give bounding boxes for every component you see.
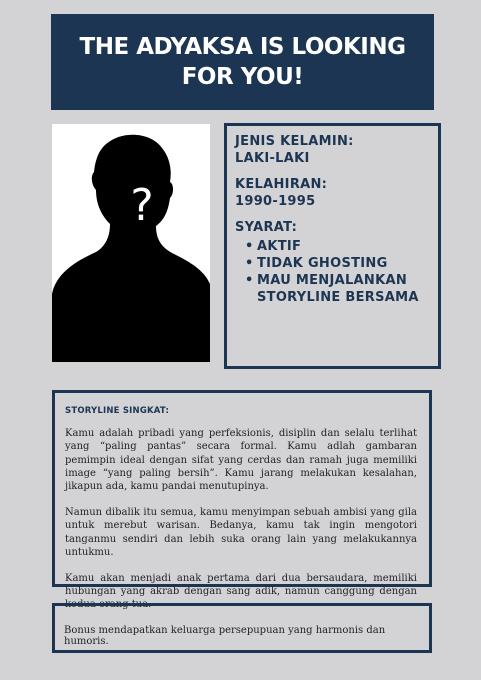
requirements-label: SYARAT:: [235, 220, 298, 235]
bonus-text: Bonus mendapatkan keluarga persepupuan yang harmonis dan humoris.: [64, 625, 386, 647]
storyline-paragraph: Kamu adalah pribadi yang perfeksionis, disiplin dan selalu terlihat yang “paling pantas” secara formal. Kamu adlah gambaran pemimpin ideal dengan sifat yang cerdas dan ramah juga memiliki image “yang paling bersih”. Kamu jarang melakukan kesalahan, jikapun ada, kamu pandai menutupinya.: [65, 428, 417, 493]
requirement-text: MAU MENJALANKAN STORYLINE BERSAMA: [257, 273, 419, 305]
gender-label: JENIS KELAMIN:: [235, 134, 354, 149]
storyline-title: STORYLINE SINGKAT:: [65, 406, 170, 416]
birth-value: 1990-1995: [235, 194, 316, 209]
gender-value: LAKI-LAKI: [235, 151, 310, 166]
storyline-paragraph: Kamu akan menjadi anak pertama dari dua bersaudara, memiliki hubungan yang akrab dengan sang adik, namun canggung dengan kedua orang tua.: [65, 573, 417, 611]
birth-label: KELAHIRAN:: [235, 177, 328, 192]
question-mark: ?: [130, 180, 154, 231]
info-box: [224, 123, 441, 369]
banner-title-line2: FOR YOU!: [181, 64, 304, 90]
storyline-paragraph: Namun dibalik itu semua, kamu menyimpan sebuah ambisi yang gila untuk merebut warisan. Bedanya, kamu tak ingin mengotori tanganmu sendiri dan lebih suka orang lain yang melakukannya untukmu.: [65, 507, 417, 558]
requirement-item: [245, 272, 438, 306]
requirement-text: TIDAK GHOSTING: [257, 256, 388, 271]
storyline-box: [52, 390, 432, 611]
profile-photo: [52, 124, 210, 362]
bullet-icon: •: [245, 273, 254, 288]
bonus-box: [52, 603, 432, 653]
header-banner: [51, 14, 434, 110]
requirements-list: [235, 238, 438, 306]
requirement-item: [245, 238, 438, 255]
requirement-item: [245, 255, 438, 272]
bullet-icon: •: [245, 239, 254, 254]
banner-title-line1: THE ADYAKSA IS LOOKING: [79, 34, 406, 60]
bullet-icon: •: [245, 256, 254, 271]
requirement-text: AKTIF: [257, 239, 302, 254]
silhouette-question-icon: [52, 124, 210, 362]
